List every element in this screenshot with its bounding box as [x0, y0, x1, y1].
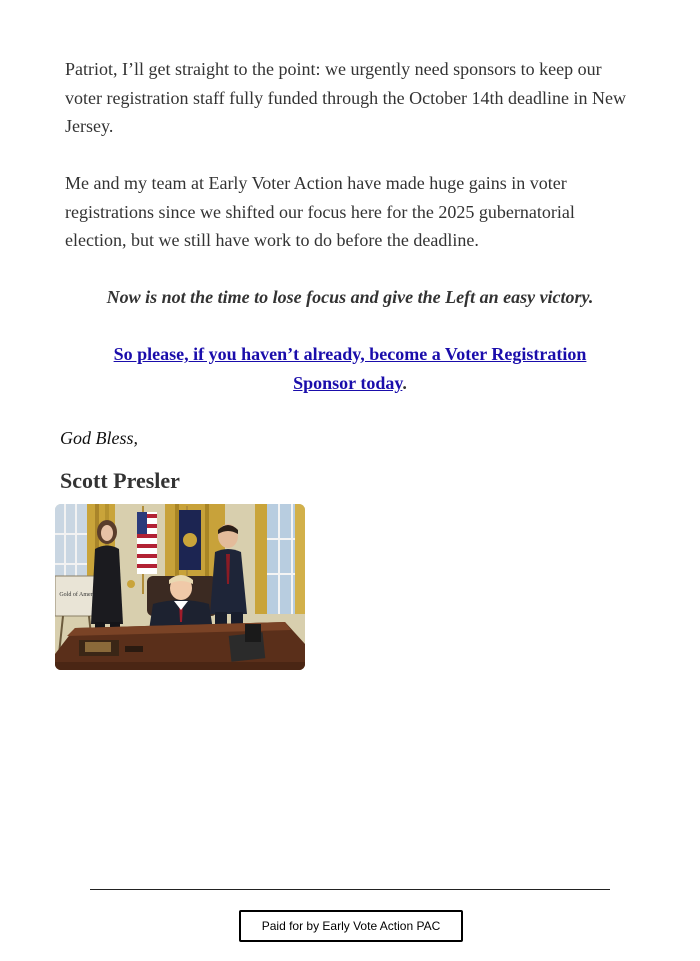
intro-paragraph: Patriot, I’ll get straight to the point: we urgently need sponsors to keep our voter registration staff fully funded through the October 14th deadline in New Jersey. — [65, 59, 627, 137]
progress-paragraph: Me and my team at Early Voter Action have made huge gains in voter registrations since we shifted our focus here for the 2025 gubernatorial election, but we still have work to do before the deadline. — [65, 173, 575, 251]
sponsor-link[interactable]: So please, if you haven’t already, become a Voter Registration Sponsor today — [113, 344, 587, 393]
plaque-text: Gold of Amer — [59, 592, 93, 598]
signature-name: Scott Presler — [60, 468, 180, 493]
cta-period: . — [402, 373, 407, 393]
cta-paragraph — [90, 340, 610, 398]
paid-for-disclaimer: Paid for by Early Vote Action PAC — [239, 910, 463, 942]
closing-text: God Bless, — [60, 428, 138, 448]
oval-office-photo — [55, 504, 305, 670]
footer-divider — [90, 889, 610, 890]
emphasis-statement: Now is not the time to lose focus and give the Left an easy victory. — [106, 287, 594, 307]
